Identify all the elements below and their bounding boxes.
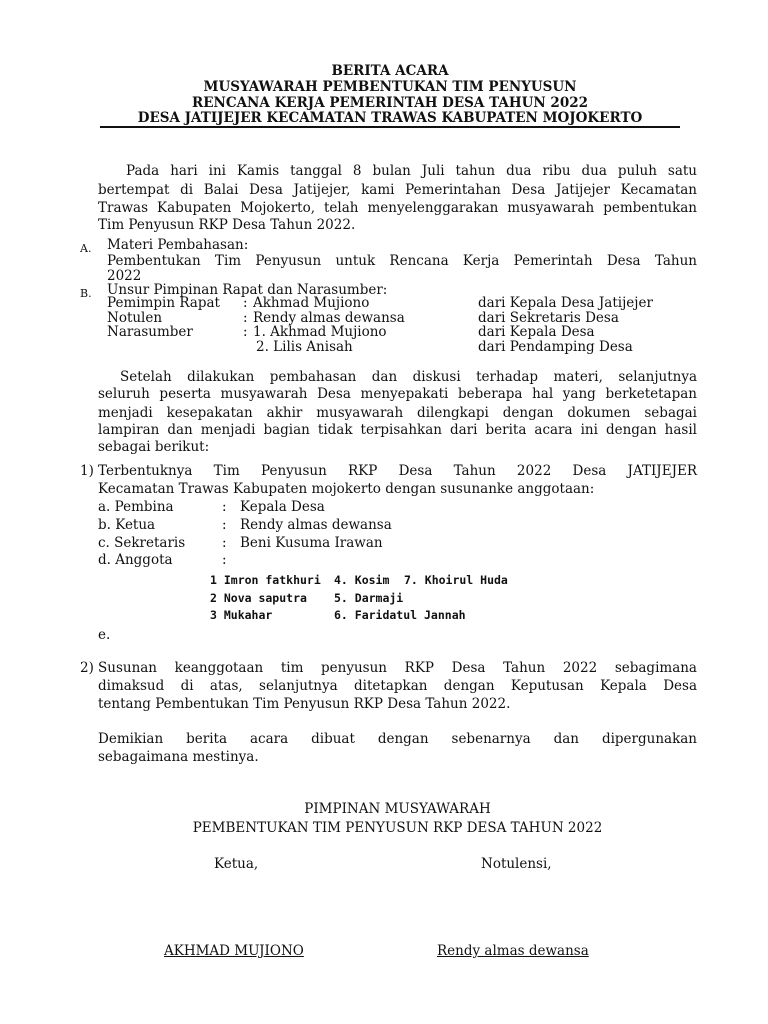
member-value: Beni Kusuma Irawan bbox=[240, 535, 383, 551]
role-separator: : bbox=[243, 324, 248, 340]
section-a-line-2: 2022 bbox=[107, 268, 142, 284]
signature-heading-2: PEMBENTUKAN TIM PENYUSUN RKP DESA TAHUN 2022 bbox=[192, 820, 603, 836]
member-separator: : bbox=[222, 552, 227, 568]
signature-heading-1: PIMPINAN MUSYAWARAH bbox=[304, 801, 491, 817]
anggota-item: 4. Kosim bbox=[334, 573, 390, 587]
point-2-line-1: Susunan keanggotaan tim penyusun RKP Desa Tahun 2022 sebagimana bbox=[98, 660, 697, 676]
member-separator: : bbox=[222, 535, 227, 551]
role-label: Narasumber bbox=[107, 324, 193, 340]
member-separator: : bbox=[222, 499, 227, 515]
role-separator: : bbox=[243, 295, 248, 311]
signature-right-name: Rendy almas dewansa bbox=[437, 943, 589, 959]
intro-line-1: Pada hari ini Kamis tanggal 8 bulan Juli tahun dua ribu dua puluh satu bbox=[126, 163, 697, 179]
discussion-line-4: lampiran dan menjadi bagian tidak terpisahkan dari berita acara ini dengan hasil bbox=[98, 422, 697, 438]
doc-subtitle-2: RENCANA KERJA PEMERINTAH DESA TAHUN 2022 bbox=[191, 95, 588, 111]
role-name: 2. Lilis Anisah bbox=[256, 339, 353, 355]
role-label: Pemimpin Rapat bbox=[107, 295, 220, 311]
anggota-item: 3 Mukahar bbox=[210, 608, 273, 622]
closing-line-1: Demikian berita acara dibuat dengan sebenarnya dan dipergunakan bbox=[98, 731, 697, 747]
point-1-line-1: Terbentuknya Tim Penyusun RKP Desa Tahun 2022 Desa JATIJEJER bbox=[98, 463, 697, 479]
header-divider bbox=[100, 126, 680, 128]
anggota-item: 5. Darmaji bbox=[334, 591, 404, 605]
member-label: a. Pembina bbox=[98, 499, 174, 515]
member-label: c. Sekretaris bbox=[98, 535, 186, 551]
member-value: Kepala Desa bbox=[240, 499, 325, 515]
role-label: Notulen bbox=[107, 310, 163, 326]
doc-subtitle-1: MUSYAWARAH PEMBENTUKAN TIM PENYUSUN bbox=[203, 79, 577, 95]
doc-title: BERITA ACARA bbox=[331, 63, 449, 79]
signature-left-title: Ketua, bbox=[214, 856, 259, 872]
member-e-label: e. bbox=[98, 627, 111, 643]
discussion-line-5: sebagai berikut: bbox=[98, 439, 210, 455]
section-a-title: Materi Pembahasan: bbox=[107, 237, 249, 253]
anggota-item: 6. Faridatul Jannah bbox=[334, 608, 466, 622]
signature-right-title: Notulensi, bbox=[481, 856, 552, 872]
role-name: 1. Akhmad Mujiono bbox=[253, 324, 387, 340]
member-label: b. Ketua bbox=[98, 517, 156, 533]
intro-line-4: Tim Penyusun RKP Desa Tahun 2022. bbox=[98, 217, 356, 233]
role-origin: dari Pendamping Desa bbox=[478, 339, 633, 355]
anggota-item: 2 Nova saputra bbox=[210, 591, 307, 605]
intro-line-3: Trawas Kabupaten Mojokerto, telah menyelenggarakan musyawarah pembentukan bbox=[98, 200, 697, 216]
section-a-marker: A. bbox=[80, 242, 92, 255]
member-label: d. Anggota bbox=[98, 552, 173, 568]
section-b-title: Unsur Pimpinan Rapat dan Narasumber: bbox=[107, 282, 388, 298]
member-separator: : bbox=[222, 517, 227, 533]
discussion-line-3: menjadi kesepakatan akhir musyawarah dilengkapi dengan dokumen sebagai bbox=[98, 405, 697, 421]
discussion-line-1: Setelah dilakukan pembahasan dan diskusi terhadap materi, selanjutnya bbox=[120, 369, 697, 385]
role-origin: dari Kepala Desa bbox=[478, 324, 595, 340]
anggota-item: 1 Imron fatkhuri bbox=[210, 573, 321, 587]
point-1-marker: 1) bbox=[80, 463, 94, 479]
point-1-line-2: Kecamatan Trawas Kabupaten mojokerto dengan susunanke anggotaan: bbox=[98, 481, 595, 497]
discussion-line-2: seluruh peserta musyawarah Desa menyepakati beberapa hal yang berketetapan bbox=[98, 386, 697, 402]
doc-subtitle-3: DESA JATIJEJER KECAMATAN TRAWAS KABUPATEN MOJOKERTO bbox=[137, 110, 643, 126]
role-name: Akhmad Mujiono bbox=[253, 295, 370, 311]
point-2-line-2: dimaksud di atas, selanjutnya ditetapkan dengan Keputusan Kepala Desa bbox=[98, 678, 697, 694]
intro-line-2: bertempat di Balai Desa Jatijejer, kami Pemerintahan Desa Jatijejer Kecamatan bbox=[98, 182, 697, 198]
point-2-line-3: tentang Pembentukan Tim Penyusun RKP Desa Tahun 2022. bbox=[98, 696, 511, 712]
closing-line-2: sebagaimana mestinya. bbox=[98, 749, 259, 765]
anggota-item: 7. Khoirul Huda bbox=[404, 573, 508, 587]
role-origin: dari Sekretaris Desa bbox=[478, 310, 619, 326]
role-origin: dari Kepala Desa Jatijejer bbox=[478, 295, 653, 311]
member-value: Rendy almas dewansa bbox=[240, 517, 392, 533]
role-separator: : bbox=[243, 310, 248, 326]
role-name: Rendy almas dewansa bbox=[253, 310, 405, 326]
signature-left-name: AKHMAD MUJIONO bbox=[164, 943, 304, 959]
section-a-line-1: Pembentukan Tim Penyusun untuk Rencana Kerja Pemerintah Desa Tahun bbox=[107, 253, 697, 269]
section-b-marker: B. bbox=[80, 287, 92, 300]
point-2-marker: 2) bbox=[80, 660, 94, 676]
